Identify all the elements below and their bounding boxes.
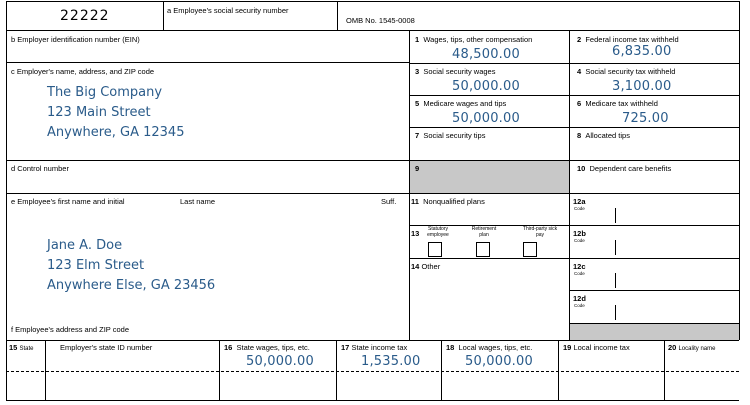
box3-label: 3 Social security wages [415, 67, 496, 76]
employer-city: Anywhere, GA 12345 [47, 125, 185, 140]
state-col-6 [664, 340, 665, 400]
box11-label: 11 Nonqualified plans [411, 197, 485, 206]
statutory-employee-checkbox[interactable] [428, 242, 442, 257]
box9-label: 9 [415, 164, 420, 173]
box17-label: 17 State income tax [341, 343, 408, 352]
box15-label: 15 State [9, 343, 34, 352]
employer-name-label: c Employer's name, address, and ZIP code [11, 67, 155, 76]
box12-shade [570, 324, 739, 340]
box12b-divider [615, 240, 616, 255]
third-party-sick-pay-checkbox[interactable] [523, 242, 537, 257]
box16-label: 16 State wages, tips, etc. [224, 343, 310, 352]
box17-value: 1,535.00 [361, 354, 421, 369]
employee-name: Jane A. Doe [47, 238, 123, 253]
col-divider-right [569, 30, 570, 340]
employee-name-label: e Employee's first name and initial [11, 197, 125, 206]
employer-address [47, 83, 184, 143]
grid-12c-top [569, 258, 739, 259]
box1-label: 1 Wages, tips, other compensation [415, 35, 533, 44]
state-col-3 [336, 340, 337, 400]
omb-divider [337, 1, 338, 30]
box18-value: 50,000.00 [465, 354, 533, 369]
top-border [6, 1, 739, 2]
box19-label: 19 Local income tax [563, 343, 630, 352]
employer-name: The Big Company [47, 85, 163, 100]
box8-label: 8 Allocated tips [577, 131, 630, 140]
grid-line-2 [409, 95, 739, 96]
grid-line-1 [409, 63, 739, 64]
employee-address-label: f Employee's address and ZIP code [11, 325, 130, 334]
right-border [739, 1, 740, 340]
bottom-border [6, 400, 739, 401]
box12a-divider [615, 208, 616, 223]
grid-12b-top [569, 225, 739, 226]
box4-label: 4 Social security tax withheld [577, 67, 676, 76]
box2-value: 6,835.00 [612, 44, 672, 59]
box13-label: 13 [411, 229, 420, 238]
retirement-plan-checkbox[interactable] [476, 242, 490, 257]
box1-value: 48,500.00 [452, 47, 520, 62]
box12d-divider [615, 305, 616, 320]
box12c-label: 12c [573, 262, 586, 271]
box12a-code-label: Code [574, 206, 585, 211]
box12b-code-label: Code [574, 238, 585, 243]
control-number-label: d Control number [11, 164, 69, 173]
employer-bottom [6, 160, 739, 161]
box20-label: 20 Locality name [668, 343, 716, 352]
employer-street: 123 Main Street [47, 105, 151, 120]
grid-line-5 [409, 193, 739, 194]
omb-number: OMB No. 1545-0008 [346, 16, 415, 25]
third-party-sick-pay-label: Third-party sick pay [522, 226, 558, 238]
retirement-plan-label: Retirement plan [471, 226, 497, 238]
state-top [6, 340, 739, 341]
box5-label: 5 Medicare wages and tips [415, 99, 507, 108]
grid-line-3 [409, 127, 739, 128]
box4-value: 3,100.00 [612, 79, 672, 94]
box12c-divider [615, 273, 616, 288]
box5-value: 50,000.00 [452, 111, 520, 126]
suff-label: Suff. [381, 197, 397, 206]
box6-value: 725.00 [622, 111, 669, 126]
state-col-2 [219, 340, 220, 400]
ein-bottom [6, 62, 409, 63]
box12d-label: 12d [573, 294, 586, 303]
state-col-4 [441, 340, 442, 400]
box14-label: 14 Other [411, 262, 441, 271]
box16-value: 50,000.00 [246, 354, 314, 369]
state-col-5 [558, 340, 559, 400]
box3-value: 50,000.00 [452, 79, 520, 94]
box12d-code-label: Code [574, 303, 585, 308]
employee-address [47, 236, 215, 296]
employee-city: Anywhere Else, GA 23456 [47, 278, 216, 293]
box10-label: 10 Dependent care benefits [577, 164, 672, 173]
box12b-label: 12b [573, 229, 586, 238]
box18-label: 18 Local wages, tips, etc. [446, 343, 533, 352]
box6-label: 6 Medicare tax withheld [577, 99, 658, 108]
form-control-code: 22222 [60, 8, 110, 24]
last-name-label: Last name [180, 197, 216, 206]
grid-12d-top [569, 290, 739, 291]
box12c-code-label: Code [574, 271, 585, 276]
ssn-divider [163, 1, 164, 30]
ein-label: b Employer identification number (EIN) [11, 35, 140, 44]
state-row-separator [6, 371, 739, 372]
state-id-label: Employer's state ID number [60, 343, 153, 352]
row-divider-1 [6, 30, 739, 31]
box9-shade [410, 161, 569, 193]
grid-line-7 [409, 258, 569, 259]
statutory-employee-label: Statutory employee [427, 226, 449, 238]
box7-label: 7 Social security tips [415, 131, 486, 140]
box2-label: 2 Federal income tax withheld [577, 35, 679, 44]
box12a-label: 12a [573, 197, 586, 206]
ssn-label: a Employee's social security number [167, 6, 289, 15]
state-col-1 [45, 340, 46, 400]
employee-street: 123 Elm Street [47, 258, 145, 273]
